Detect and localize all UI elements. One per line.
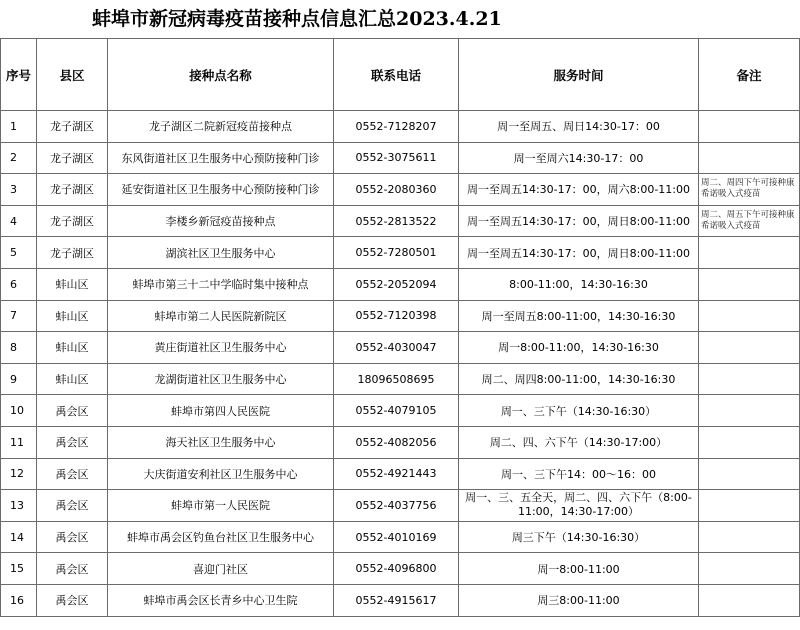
cell-hours: 周一、三下午14：00～16：00: [459, 458, 699, 490]
cell-note: [699, 363, 800, 395]
cell-seq: 4: [1, 205, 37, 237]
cell-phone: 0552-4082056: [334, 426, 459, 458]
cell-phone: 18096508695: [334, 363, 459, 395]
cell-site: 龙湖街道社区卫生服务中心: [108, 363, 334, 395]
vaccination-sites-table: [0, 38, 800, 617]
cell-hours: 周二、周四8:00-11:00，14:30-16:30: [459, 363, 699, 395]
cell-phone: 0552-4915617: [334, 584, 459, 616]
cell-district: 蚌山区: [37, 363, 108, 395]
cell-hours: 周三8:00-11:00: [459, 584, 699, 616]
cell-district: 禹会区: [37, 553, 108, 585]
cell-site: 喜迎门社区: [108, 553, 334, 585]
cell-site: 蚌埠市禹会区钓鱼台社区卫生服务中心: [108, 521, 334, 553]
cell-district: 禹会区: [37, 521, 108, 553]
cell-note: [699, 111, 800, 143]
cell-seq: 7: [1, 300, 37, 332]
cell-seq: 3: [1, 174, 37, 206]
cell-site: 大庆街道安利社区卫生服务中心: [108, 458, 334, 490]
cell-site: 延安街道社区卫生服务中心预防接种门诊: [108, 174, 334, 206]
cell-district: 蚌山区: [37, 300, 108, 332]
table-row: [1, 205, 800, 237]
table-row: [1, 363, 800, 395]
cell-hours: 周三下午（14:30-16:30）: [459, 521, 699, 553]
cell-phone: 0552-3075611: [334, 142, 459, 174]
cell-seq: 1: [1, 111, 37, 143]
cell-seq: 12: [1, 458, 37, 490]
table-row: [1, 111, 800, 143]
cell-site: 李楼乡新冠疫苗接种点: [108, 205, 334, 237]
header-phone: 联系电话: [334, 39, 459, 111]
cell-district: 禹会区: [37, 426, 108, 458]
cell-district: 蚌山区: [37, 268, 108, 300]
cell-hours: 8:00-11:00，14:30-16:30: [459, 268, 699, 300]
table-row: [1, 490, 800, 522]
cell-seq: 8: [1, 332, 37, 364]
header-district: 县区: [37, 39, 108, 111]
table-row: [1, 553, 800, 585]
cell-hours: 周一至周五14:30-17：00，周六8:00-11:00: [459, 174, 699, 206]
cell-site: 黄庄街道社区卫生服务中心: [108, 332, 334, 364]
cell-phone: 0552-4037756: [334, 490, 459, 522]
cell-phone: 0552-4030047: [334, 332, 459, 364]
cell-seq: 10: [1, 395, 37, 427]
cell-seq: 13: [1, 490, 37, 522]
header-note: 备注: [699, 39, 800, 111]
cell-phone: 0552-4010169: [334, 521, 459, 553]
cell-phone: 0552-2813522: [334, 205, 459, 237]
cell-seq: 2: [1, 142, 37, 174]
cell-hours: 周一至周五14:30-17：00，周日8:00-11:00: [459, 205, 699, 237]
cell-note: [699, 426, 800, 458]
cell-phone: 0552-2080360: [334, 174, 459, 206]
cell-hours: 周一、三下午（14:30-16:30）: [459, 395, 699, 427]
cell-note: [699, 553, 800, 585]
cell-note: [699, 268, 800, 300]
cell-note: [699, 300, 800, 332]
cell-note: [699, 395, 800, 427]
cell-site: 蚌埠市第二人民医院新院区: [108, 300, 334, 332]
cell-hours: 周一至周五、周日14:30-17：00: [459, 111, 699, 143]
table-row: [1, 268, 800, 300]
cell-phone: 0552-7128207: [334, 111, 459, 143]
cell-hours: 周二、四、六下午（14:30-17:00）: [459, 426, 699, 458]
header-seq: 序号: [1, 39, 37, 111]
cell-seq: 6: [1, 268, 37, 300]
cell-phone: 0552-7120398: [334, 300, 459, 332]
cell-hours: 周一至周五8:00-11:00，14:30-16:30: [459, 300, 699, 332]
header-site: 接种点名称: [108, 39, 334, 111]
cell-district: 龙子湖区: [37, 205, 108, 237]
cell-seq: 9: [1, 363, 37, 395]
cell-district: 龙子湖区: [37, 237, 108, 269]
table-row: [1, 458, 800, 490]
cell-site: 湖滨社区卫生服务中心: [108, 237, 334, 269]
cell-hours: 周一至周六14:30-17：00: [459, 142, 699, 174]
cell-note: [699, 458, 800, 490]
cell-seq: 14: [1, 521, 37, 553]
cell-note: 周二、周四下午可接种康希诺吸入式疫苗: [699, 174, 800, 206]
table-row: [1, 426, 800, 458]
cell-district: 禹会区: [37, 584, 108, 616]
cell-hours: 周一至周五14:30-17：00，周日8:00-11:00: [459, 237, 699, 269]
cell-site: 东风街道社区卫生服务中心预防接种门诊: [108, 142, 334, 174]
cell-note: [699, 237, 800, 269]
table-row: [1, 584, 800, 616]
cell-hours: 周一8:00-11:00: [459, 553, 699, 585]
cell-district: 禹会区: [37, 458, 108, 490]
cell-district: 龙子湖区: [37, 174, 108, 206]
table-row: [1, 300, 800, 332]
cell-district: 禹会区: [37, 395, 108, 427]
table-row: [1, 332, 800, 364]
table-row: [1, 237, 800, 269]
cell-note: [699, 584, 800, 616]
cell-site: 龙子湖区二院新冠疫苗接种点: [108, 111, 334, 143]
cell-phone: 0552-4921443: [334, 458, 459, 490]
cell-note: [699, 142, 800, 174]
cell-phone: 0552-7280501: [334, 237, 459, 269]
cell-note: 周二、周五下午可接种康希诺吸入式疫苗: [699, 205, 800, 237]
table-row: [1, 174, 800, 206]
cell-site: 蚌埠市第三十二中学临时集中接种点: [108, 268, 334, 300]
cell-site: 海天社区卫生服务中心: [108, 426, 334, 458]
cell-note: [699, 521, 800, 553]
cell-note: [699, 332, 800, 364]
cell-seq: 16: [1, 584, 37, 616]
cell-district: 蚌山区: [37, 332, 108, 364]
cell-site: 蚌埠市第一人民医院: [108, 490, 334, 522]
header-row: [1, 39, 800, 111]
table-row: [1, 395, 800, 427]
cell-seq: 15: [1, 553, 37, 585]
cell-seq: 11: [1, 426, 37, 458]
cell-hours: 周一、三、五全天，周二、四、六下午（8:00-11:00，14:30-17:00）: [459, 490, 699, 522]
page-title: 蚌埠市新冠病毒疫苗接种点信息汇总2023.4.21: [92, 8, 502, 30]
cell-phone: 0552-4079105: [334, 395, 459, 427]
cell-phone: 0552-2052094: [334, 268, 459, 300]
table-row: [1, 521, 800, 553]
table-row: [1, 142, 800, 174]
cell-district: 龙子湖区: [37, 142, 108, 174]
header-hours: 服务时间: [459, 39, 699, 111]
cell-site: 蚌埠市禹会区长青乡中心卫生院: [108, 584, 334, 616]
cell-site: 蚌埠市第四人民医院: [108, 395, 334, 427]
cell-phone: 0552-4096800: [334, 553, 459, 585]
cell-note: [699, 490, 800, 522]
cell-seq: 5: [1, 237, 37, 269]
cell-district: 龙子湖区: [37, 111, 108, 143]
cell-district: 禹会区: [37, 490, 108, 522]
cell-hours: 周一8:00-11:00，14:30-16:30: [459, 332, 699, 364]
